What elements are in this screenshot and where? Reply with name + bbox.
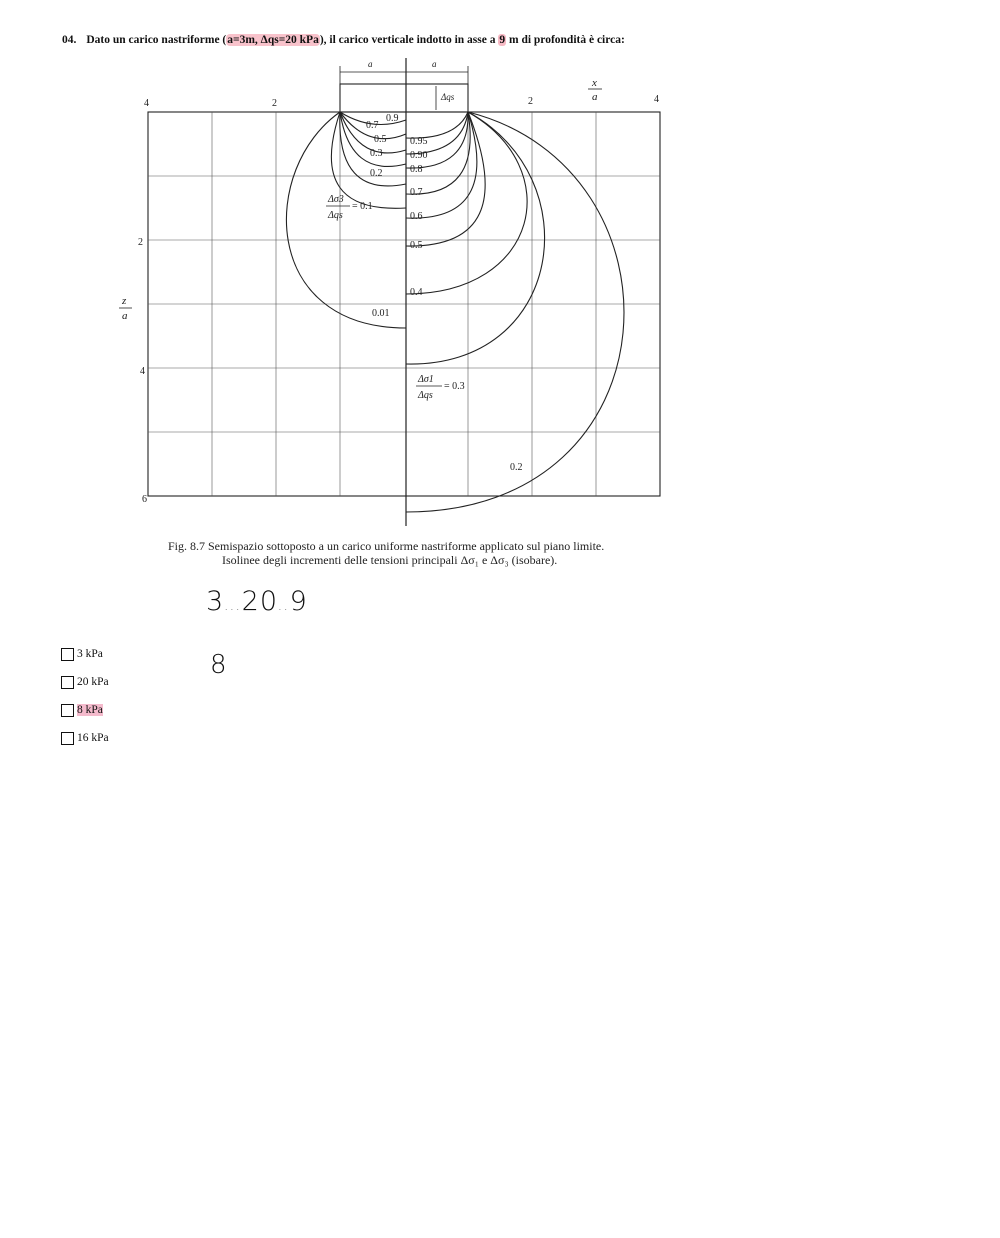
hw-value-c: 9 [289, 586, 308, 617]
option-8kpa[interactable] [61, 696, 109, 724]
question-params: a=3m, Δqs=20 kPa [227, 34, 319, 46]
sigma3-label-0.01: 0.01 [372, 308, 390, 319]
sigma3-label-0.5: 0.5 [374, 134, 387, 145]
hw-value-b: 20 [241, 586, 278, 617]
option-20kpa[interactable] [61, 668, 109, 696]
left-tick-6: 6 [142, 494, 147, 505]
sigma3-ratio-den: Δqs [328, 210, 343, 221]
dimension-arrows [340, 66, 468, 110]
sigma1-label-0.95: 0.95 [410, 136, 428, 147]
isobar-figure [110, 58, 690, 578]
left-tick-2: 2 [138, 237, 143, 248]
question-text-middle: ), il carico verticale indotto in asse a [319, 34, 499, 46]
top-tick-left-4: 4 [144, 98, 149, 109]
handwritten-answer: 8 [210, 650, 227, 680]
question-number: 04. [62, 34, 77, 46]
sigma1-label-0.8: 0.8 [410, 164, 423, 175]
option-label: 16 kPa [77, 732, 109, 744]
x-axis-label-den: a [592, 91, 598, 103]
sigma1-label-0.5: 0.5 [410, 240, 423, 251]
option-label-selected: 8 kPa [77, 704, 103, 716]
sigma1-label-0.6: 0.6 [410, 211, 423, 222]
figure-caption [168, 539, 668, 567]
dim-a-right: a [432, 59, 437, 69]
z-axis-label-den: a [122, 310, 128, 322]
option-checkbox[interactable] [61, 676, 74, 689]
sigma3-label-0.7: 0.7 [366, 120, 379, 131]
top-tick-left-2: 2 [272, 98, 277, 109]
z-axis-label-num: z [122, 295, 127, 307]
dim-a-left: a [368, 59, 373, 69]
sigma1-label-0.2: 0.2 [510, 462, 523, 473]
sigma3-ratio-num: Δσ3 [328, 194, 344, 205]
left-tick-4: 4 [140, 366, 145, 377]
option-checkbox[interactable] [61, 704, 74, 717]
question-text-before: Dato un carico nastriforme ( [86, 34, 227, 46]
isobar-diagram [110, 58, 690, 528]
sigma1-ratio-num: Δσ1 [418, 374, 434, 385]
sigma1-ratio-value: = 0.3 [444, 381, 465, 392]
sigma1-isobars [406, 112, 624, 512]
option-3kpa[interactable] [61, 640, 109, 668]
answer-options [61, 640, 109, 752]
sigma1-label-0.7: 0.7 [410, 187, 423, 198]
sigma3-label-0.3: 0.3 [370, 148, 383, 159]
load-label: Δqs [441, 92, 455, 102]
question-depth: 9 [499, 34, 506, 46]
sigma3-label-0.9: 0.9 [386, 113, 399, 124]
question-text-after: m di profondità è circa: [506, 34, 625, 46]
grid-lines [148, 112, 660, 496]
caption-line-2: Isolinee degli incrementi delle tensioni principali Δσ₁ e Δσ₃ (isobare). [222, 553, 558, 567]
handwritten-calculation [206, 586, 308, 617]
option-label: 20 kPa [77, 676, 109, 688]
option-checkbox[interactable] [61, 732, 74, 745]
option-label: 3 kPa [77, 648, 103, 660]
hw-value-a: 3 [206, 586, 225, 617]
hw-dots-1: ... [224, 599, 242, 613]
top-tick-right-4: 4 [654, 94, 659, 105]
sigma3-ratio-value: = 0.1 [352, 201, 373, 212]
sigma3-label-0.2: 0.2 [370, 168, 383, 179]
sigma1-ratio-den: Δqs [418, 390, 433, 401]
sigma1-label-0.4: 0.4 [410, 287, 423, 298]
top-tick-right-2: 2 [528, 96, 533, 107]
sigma1-label-0.90: 0.90 [410, 150, 428, 161]
option-checkbox[interactable] [61, 648, 74, 661]
caption-line-1: Fig. 8.7 Semispazio sottoposto a un carico uniforme nastriforme applicato sul piano limite. [168, 539, 605, 553]
x-axis-label-num: x [592, 77, 597, 89]
option-16kpa[interactable] [61, 724, 109, 752]
sigma3-isobars [286, 112, 406, 328]
question-text [62, 34, 625, 46]
hw-dots-2: .. [278, 599, 290, 613]
